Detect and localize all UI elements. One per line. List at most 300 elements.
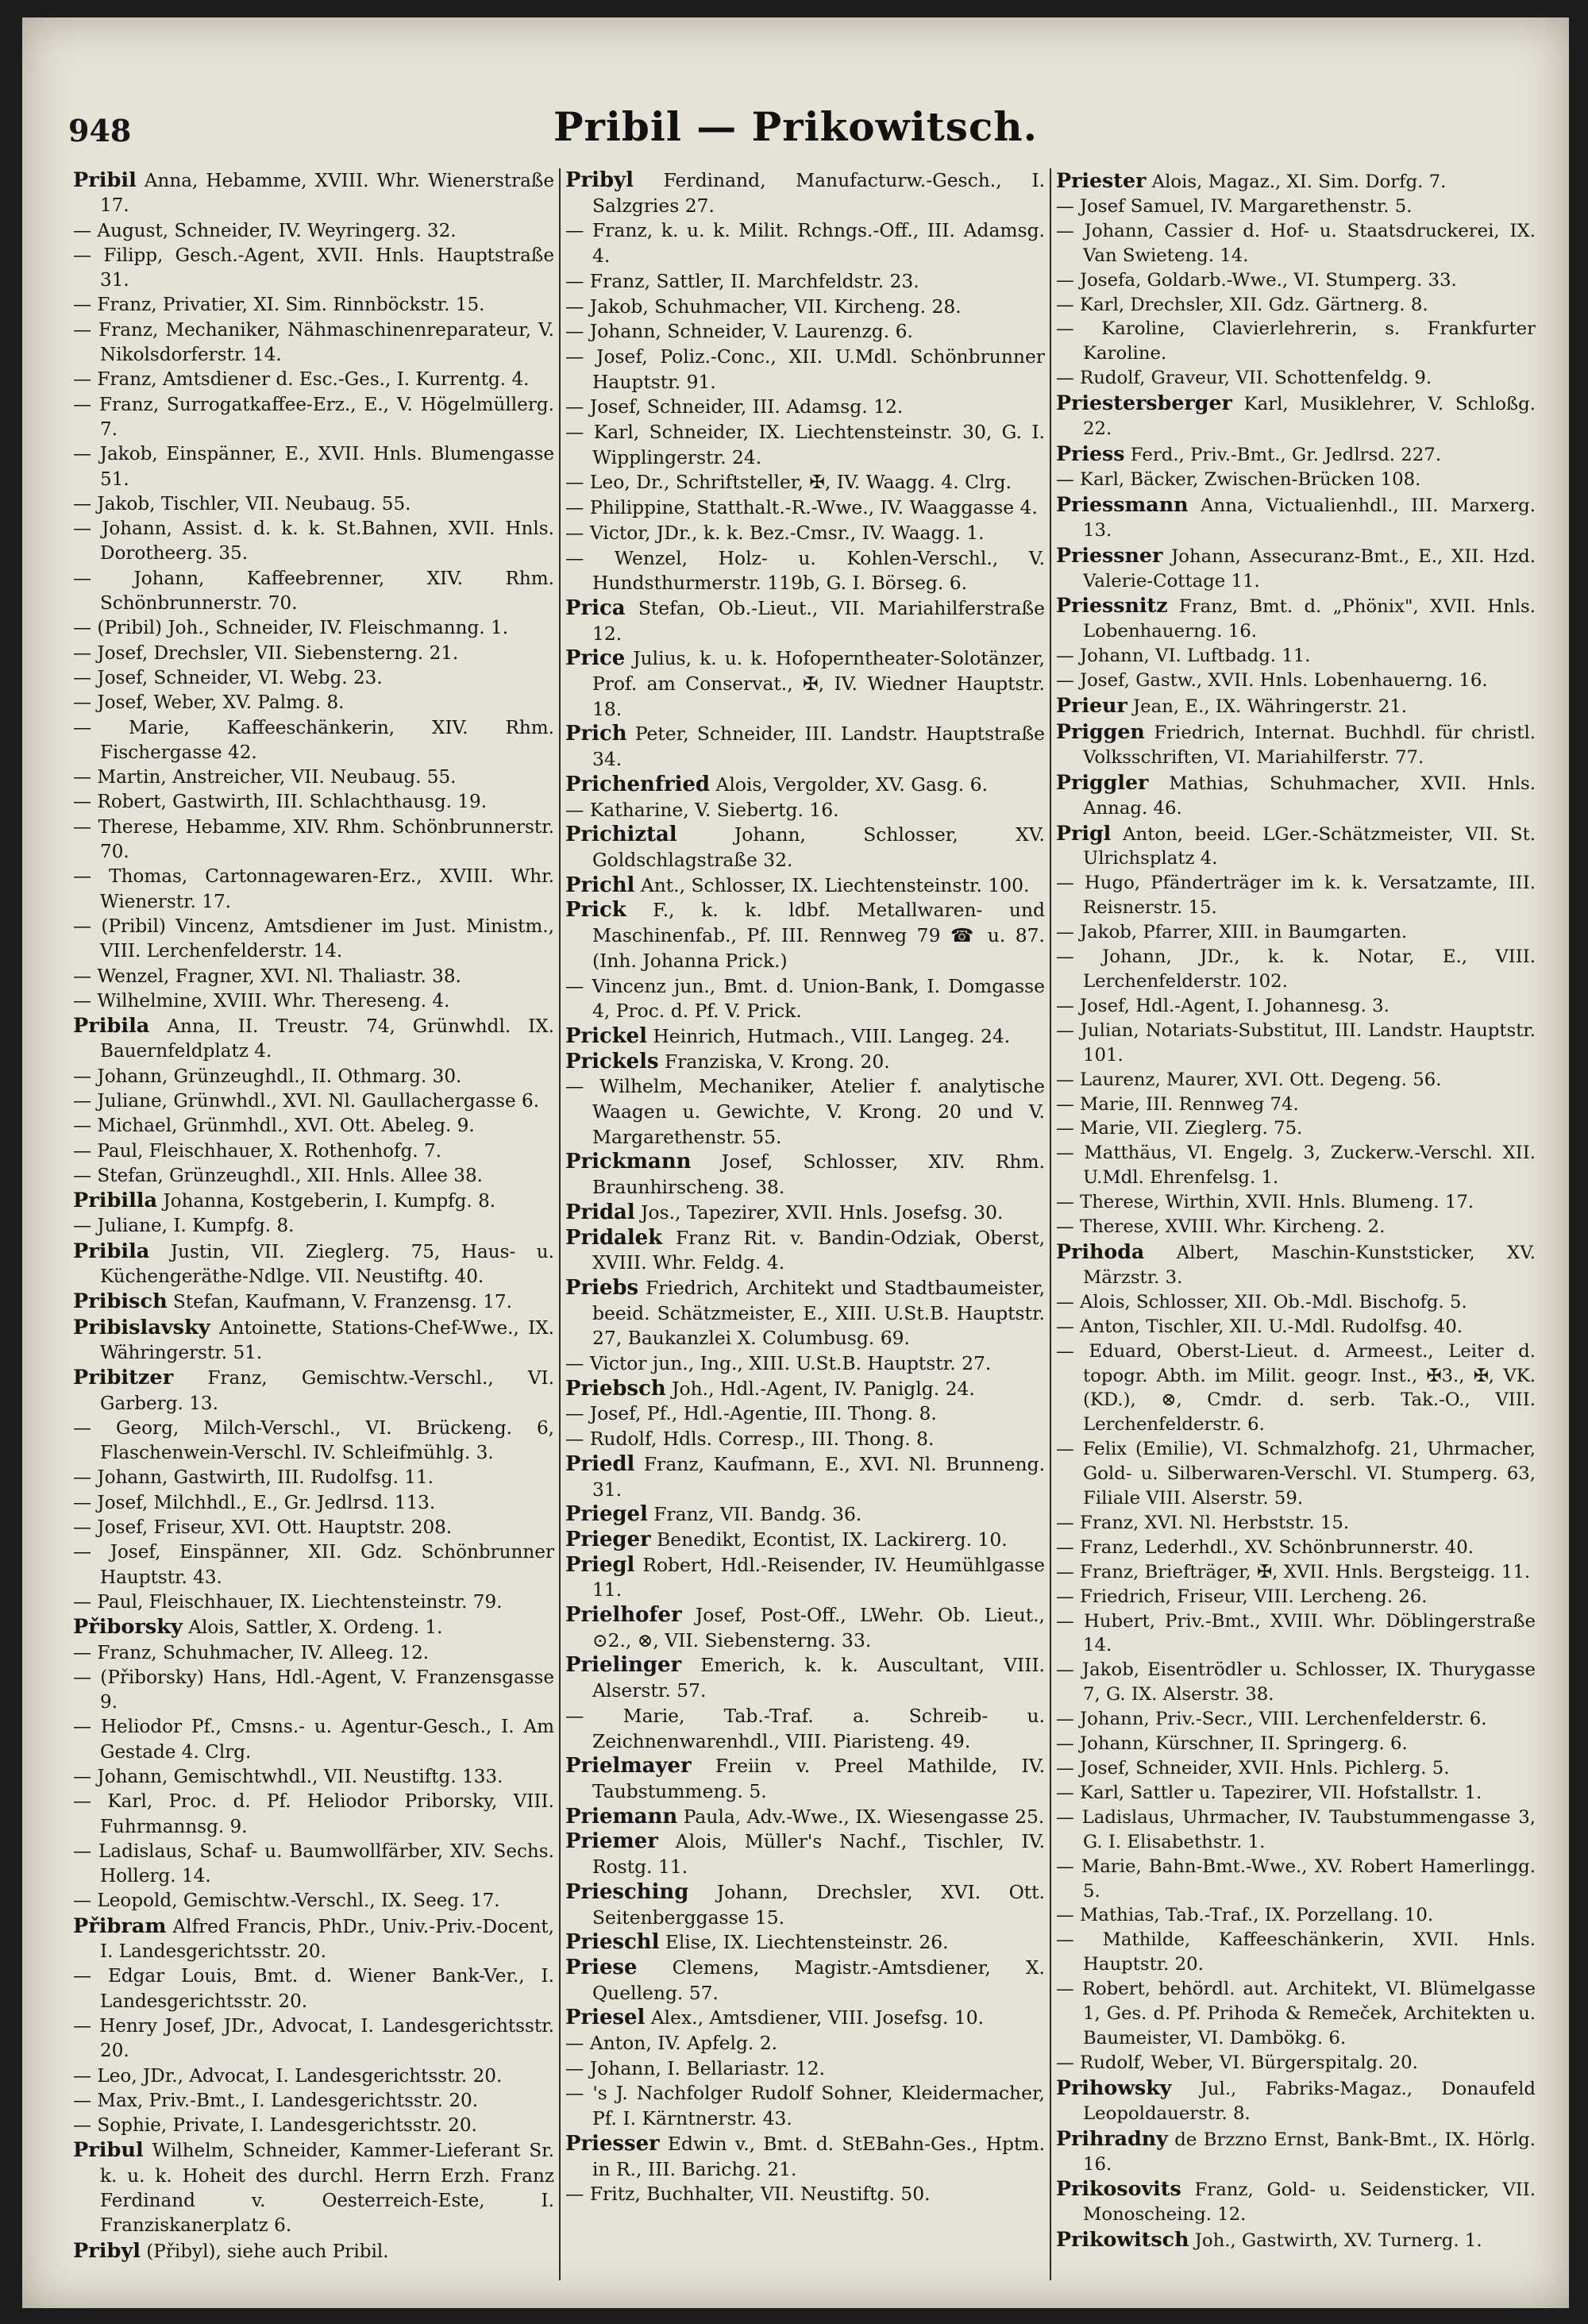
- entry-text: — Johann, Gemischtwhdl., VII. Neustiftg. 133.: [73, 1767, 503, 1787]
- entry-text: Mathias, Schuhmacher, XVII. Hnls. Annag. 46.: [1083, 773, 1536, 819]
- entry-text: — Hubert, Priv.-Bmt., XVIII. Whr. Döblingerstraße 14.: [1056, 1610, 1536, 1656]
- entry-text: — Vincenz jun., Bmt. d. Union-Bank, I. Domgasse 4, Proc. d. Pf. V. Prick.: [565, 974, 1045, 1023]
- entry-text: — Sophie, Private, I. Landesgerichtsstr. 20.: [73, 2115, 477, 2137]
- entry-text: — Johann, Schneider, V. Laurenzg. 6.: [565, 320, 913, 343]
- directory-entry: [565, 1956, 1045, 2006]
- directory-entry: [73, 989, 554, 1014]
- entry-surname: Prihoda: [1056, 1239, 1145, 1263]
- directory-entry: [565, 2182, 1045, 2207]
- directory-entry: [1056, 770, 1536, 821]
- entry-text: — Leo, JDr., Advocat, I. Landesgerichtsstr. 20.: [73, 2065, 503, 2087]
- entry-surname: Prica: [565, 595, 626, 620]
- directory-entry: [73, 393, 554, 443]
- entry-surname: Prigl: [1056, 820, 1112, 845]
- entry-text: — Josef, Schneider, XVII. Hnls. Pichlerg. 5.: [1056, 1758, 1450, 1779]
- directory-entry: [565, 646, 1045, 722]
- directory-entry: [73, 2138, 554, 2238]
- entry-text: — Georg, Milch-Verschl., VI. Brückeng. 6, Flaschenwein-Verschl. IV. Schleifmühlg. 3.: [73, 1417, 554, 1464]
- directory-entry: [1056, 1855, 1536, 1904]
- entry-text: Alois, Müller's Nachf., Tischler, IV. Rostg. 11.: [592, 1830, 1045, 1879]
- directory-entry: [73, 1889, 554, 1914]
- directory-entry: [565, 2132, 1045, 2182]
- entry-text: — Jakob, Pfarrer, XIII. in Baumgarten.: [1056, 922, 1408, 943]
- entry-surname: Priemer: [565, 1829, 658, 1854]
- entry-text: — Jakob, Eisentrödler u. Schlosser, IX. Thurygasse 7, G. IX. Alserstr. 38.: [1056, 1659, 1536, 1705]
- entry-text: — Johann, Kaffeebrenner, XIV. Rhm. Schönbrunnerstr. 70.: [73, 568, 554, 615]
- directory-entry: [1056, 1437, 1536, 1511]
- directory-entry: [565, 1024, 1045, 1050]
- directory-entry: [1056, 1239, 1536, 1290]
- directory-entry: [1056, 994, 1536, 1019]
- directory-entry: [73, 219, 554, 244]
- directory-entry: [1056, 1215, 1536, 1239]
- directory-entry: [1056, 492, 1536, 543]
- entry-text: Alois, Magaz., XI. Sim. Dorfg. 7.: [1151, 172, 1447, 192]
- entry-text: Franz, Gold- u. Seidensticker, VII. Monoscheing. 12.: [1083, 2179, 1536, 2226]
- entry-surname: Prickel: [565, 1023, 647, 1048]
- directory-entry: [73, 1366, 554, 1416]
- directory-entry: [1056, 268, 1536, 293]
- entry-text: Friedrich, Architekt und Stadtbaumeister, beeid. Schätzmeister, E., XIII. U.St.B. Hauptstr. 27, Baukanzlei X. Columbusg. 69.: [592, 1276, 1046, 1350]
- directory-entry: [565, 798, 1045, 823]
- entry-text: — Marie, Kaffeeschänkerin, XIV. Rhm. Fischergasse 42.: [73, 717, 554, 763]
- directory-entry: [565, 2006, 1045, 2031]
- entry-text: Johann, Drechsler, XVI. Ott. Seitenberggasse 15.: [592, 1880, 1045, 1929]
- entry-surname: Priessmann: [1056, 491, 1189, 516]
- directory-entry: [73, 915, 554, 965]
- entry-text: — (Přiborsky) Hans, Hdl.-Agent, V. Franzensgasse 9.: [73, 1667, 554, 1713]
- entry-text: — Rudolf, Hdls. Corresp., III. Thong. 8.: [565, 1428, 935, 1451]
- entry-text: — Victor, JDr., k. k. Bez.-Cmsr., IV. Waagg. 1.: [565, 521, 985, 544]
- entry-text: — Victor jun., Ing., XIII. U.St.B. Hauptstr. 27.: [565, 1352, 992, 1375]
- directory-entry: [73, 815, 554, 865]
- directory-entry: [1056, 821, 1536, 872]
- directory-entry: [565, 1653, 1045, 1703]
- directory-entry: [1056, 293, 1536, 318]
- entry-text: — Julian, Notariats-Substitut, III. Landstr. Hauptstr. 101.: [1056, 1019, 1536, 1066]
- entry-text: — Wilhelm, Mechaniker, Atelier f. analytische Waagen u. Gewichte, V. Krong. 20 und V. Margarethenstr. 55.: [565, 1075, 1045, 1148]
- directory-entry: [565, 470, 1045, 495]
- entry-surname: Priebs: [565, 1275, 639, 1300]
- directory-entry: [1056, 468, 1536, 492]
- entry-text: — Karoline, Clavierlehrerin, s. Frankfurter Karoline.: [1056, 318, 1536, 364]
- entry-text: — Marie, Tab.-Traf. a. Schreib- u. Zeichnenwarenhdl., VIII. Piaristeng. 49.: [565, 1704, 1045, 1752]
- directory-entry: [73, 1666, 554, 1716]
- entry-text: — Mathilde, Kaffeeschänkerin, XVII. Hnls. Hauptstr. 20.: [1056, 1929, 1536, 1975]
- entry-text: — Franz, Briefträger, ✠, XVII. Hnls. Bergsteigg. 11.: [1056, 1561, 1531, 1582]
- entry-text: Wilhelm, Schneider, Kammer-Lieferant Sr. k. u. k. Hoheit des durchl. Herrn Erzh. Franz Ferdinand v. Oesterreich-Este, I. Franziskanerplatz 6.: [100, 2141, 554, 2237]
- directory-entry: [565, 345, 1045, 395]
- entry-text: — Jakob, Schuhmacher, VII. Kircheng. 28.: [565, 295, 962, 318]
- entry-text: Heinrich, Hutmach., VIII. Langeg. 24.: [653, 1024, 1011, 1047]
- directory-entry: [1056, 1141, 1536, 1190]
- entry-text: — Josef, Drechsler, VII. Siebensterng. 21.: [73, 642, 459, 664]
- entry-text: — Therese, XVIII. Whr. Kircheng. 2.: [1056, 1216, 1386, 1238]
- entry-text: — Karl, Proc. d. Pf. Heliodor Priborsky, VIII. Fuhrmannsg. 9.: [73, 1791, 554, 1837]
- directory-entry: [1056, 945, 1536, 994]
- directory-entry: [565, 1754, 1045, 1804]
- entry-text: — Paul, Fleischhauer, IX. Liechtensteinstr. 79.: [73, 1591, 503, 1613]
- entry-surname: Pridal: [565, 1200, 635, 1224]
- entry-surname: Pribil: [73, 168, 137, 192]
- entry-text: — Josef, Friseur, XVI. Ott. Hauptstr. 208.: [73, 1517, 453, 1539]
- directory-entry: [73, 1164, 554, 1189]
- entry-text: Josef, Post-Off., LWehr. Ob. Lieut., ⊙2., ⊗, VII. Siebensterng. 33.: [592, 1604, 1045, 1651]
- directory-entry: [1056, 195, 1536, 219]
- entry-text: — Franz, Mechaniker, Nähmaschinenreparateur, V. Nikolsdorferstr. 14.: [73, 319, 554, 366]
- directory-page: [22, 17, 1569, 2308]
- directory-entry: [565, 1805, 1045, 1830]
- entry-text: — Johann, Kürschner, II. Springerg. 6.: [1056, 1733, 1408, 1755]
- directory-entry: [1056, 168, 1536, 195]
- directory-entry: [1056, 1732, 1536, 1756]
- entry-surname: Prichiztal: [565, 823, 677, 847]
- directory-entry: [1056, 219, 1536, 268]
- directory-entry: [1056, 1585, 1536, 1609]
- entry-text: — Johann, Assist. d. k. k. St.Bahnen, XVII. Hnls. Dorotheerg. 35.: [73, 518, 554, 565]
- directory-entry: [565, 1704, 1045, 1754]
- directory-entry: [73, 1466, 554, 1490]
- entry-text: Stefan, Kaufmann, V. Franzensg. 17.: [173, 1292, 512, 1313]
- entry-text: — Philippine, Statthalt.-R.-Wwe., IV. Waaggasse 4.: [565, 496, 1038, 519]
- entry-surname: Pridalek: [565, 1225, 663, 1250]
- directory-entry: [73, 1964, 554, 2014]
- directory-entry: [73, 517, 554, 567]
- directory-entry: [73, 293, 554, 318]
- entry-text: Ant., Schlosser, IX. Liechtensteinstr. 100.: [640, 873, 1030, 896]
- directory-entry: [565, 2056, 1045, 2082]
- entry-text: — Josef, Hdl.-Agent, I. Johannesg. 3.: [1056, 995, 1390, 1016]
- directory-entry: [565, 1880, 1045, 1930]
- entry-text: Jul., Fabriks-Magaz., Donaufeld Leopoldauerstr. 8.: [1083, 2078, 1536, 2124]
- entry-surname: Priester: [1056, 168, 1147, 192]
- entry-text: Alex., Amtsdiener, VIII. Josefsg. 10.: [650, 2006, 985, 2029]
- entry-text: Franziska, V. Krong. 20.: [664, 1050, 890, 1073]
- entry-text: — Franz, Schuhmacher, IV. Alleeg. 12.: [73, 1642, 430, 1663]
- entry-text: Johann, Assecuranz-Bmt., E., XII. Hzd. Valerie-Cottage 11.: [1083, 545, 1536, 592]
- directory-entry: [73, 1065, 554, 1089]
- entry-text: — Robert, behördl. aut. Architekt, VI. Blümelgasse 1, Ges. d. Pf. Prihoda & Remeček, Architekten u. Baumeister, VI. Dambökg. 6.: [1056, 1979, 1536, 2048]
- entry-text: — Ladislaus, Uhrmacher, IV. Taubstummengasse 3, G. I. Elisabethstr. 1.: [1056, 1806, 1536, 1852]
- directory-entry: [73, 1840, 554, 1890]
- directory-entry: [1056, 920, 1536, 945]
- entry-text: — Josef, Pf., Hdl.-Agentie, III. Thong. 8.: [565, 1402, 937, 1425]
- entry-text: Alois, Vergolder, XV. Gasg. 6.: [715, 773, 988, 796]
- entry-text: — Rudolf, Graveur, VII. Schottenfeldg. 9.: [1056, 368, 1432, 389]
- entry-surname: Prikowitsch: [1056, 2227, 1189, 2252]
- directory-entry: [73, 1239, 554, 1290]
- directory-entry: [1056, 317, 1536, 366]
- entry-text: Clemens, Magistr.-Amtsdiener, X. Quelleng. 57.: [592, 1956, 1045, 2004]
- entry-text: — 's J. Nachfolger Rudolf Sohner, Kleidermacher, Pf. I. Kärntnerstr. 43.: [565, 2082, 1045, 2130]
- directory-entry: [1056, 2075, 1536, 2126]
- directory-entry: [1056, 2051, 1536, 2075]
- entry-text: — Johann, Grünzeughdl., II. Othmarg. 30.: [73, 1066, 462, 1087]
- directory-entry: [565, 1427, 1045, 1452]
- column-1: [68, 168, 559, 2280]
- entry-text: — Wilhelmine, XVIII. Whr. Thereseng. 4.: [73, 990, 450, 1012]
- entry-text: Franz, Gemischtw.-Verschl., VI. Garberg. 13.: [100, 1368, 555, 1414]
- entry-text: — Marie, III. Rennweg 74.: [1056, 1093, 1299, 1115]
- entry-text: Jean, E., IX. Währingerstr. 21.: [1133, 696, 1408, 718]
- entry-text: — Heliodor Pf., Cmsns.- u. Agentur-Gesch., I. Am Gestade 4. Clrg.: [73, 1717, 554, 1763]
- entry-text: — Henry Josef, JDr., Advocat, I. Landesgerichtsstr. 20.: [73, 2015, 554, 2062]
- directory-entry: [565, 722, 1045, 772]
- directory-entry: [73, 1289, 554, 1315]
- entry-surname: Prieschl: [565, 1930, 660, 1955]
- entry-surname: Priemann: [565, 1804, 678, 1829]
- directory-entry: [73, 1790, 554, 1840]
- directory-entry: [565, 319, 1045, 345]
- directory-entry: [1056, 719, 1536, 770]
- entry-text: — Edgar Louis, Bmt. d. Wiener Bank-Ver., I. Landesgerichtsstr. 20.: [73, 1966, 554, 2012]
- entry-text: — Johann, I. Bellariastr. 12.: [565, 2056, 826, 2079]
- entry-text: Friedrich, Internat. Buchhdl. für christl. Volksschriften, VI. Mariahilferstr. 77.: [1083, 722, 1536, 768]
- entry-text: — Josef, Weber, XV. Palmg. 8.: [73, 692, 345, 714]
- entry-text: — Fritz, Buchhalter, VII. Neustiftg. 50.: [565, 2183, 931, 2206]
- entry-surname: Priestersberger: [1056, 391, 1232, 415]
- entry-surname: Prickels: [565, 1049, 659, 1073]
- entry-text: — Stefan, Grünzeughdl., XII. Hnls. Allee 38.: [73, 1165, 484, 1186]
- entry-text: — Laurenz, Maurer, XVI. Ott. Degeng. 56.: [1056, 1069, 1442, 1090]
- entry-text: — Franz, k. u. k. Milit. Rchngs.-Off., III. Adamsg. 4.: [565, 219, 1045, 268]
- directory-entry: [73, 765, 554, 790]
- entry-text: — Mathias, Tab.-Traf., IX. Porzellang. 10.: [1056, 1905, 1434, 1926]
- entry-text: — Johann, Priv.-Secr., VIII. Lerchenfelderstr. 6.: [1056, 1709, 1487, 1730]
- directory-entry: [73, 1316, 554, 1366]
- entry-text: — Anton, IV. Apfelg. 2.: [565, 2032, 778, 2055]
- entry-surname: Pribyl: [73, 2238, 141, 2263]
- entry-text: Franz, Kaufmann, E., XVI. Nl. Brunneng. 31.: [592, 1452, 1046, 1501]
- entry-surname: Priegel: [565, 1502, 648, 1527]
- entry-text: — Franz, XVI. Nl. Herbststr. 15.: [1056, 1512, 1350, 1533]
- entry-text: Anna, II. Treustr. 74, Grünwhdl. IX. Bauernfeldplatz 4.: [100, 1016, 554, 1062]
- directory-entry: [73, 1715, 554, 1765]
- entry-text: Franz, VII. Bandg. 36.: [653, 1503, 862, 1526]
- entry-surname: Přiborsky: [73, 1615, 183, 1640]
- directory-entry: [565, 1528, 1045, 1553]
- directory-entry: [565, 873, 1045, 899]
- directory-entry: [1056, 644, 1536, 669]
- entry-text: Alfred Francis, PhDr., Univ.-Priv.-Docent, I. Landesgerichtsstr. 20.: [100, 1916, 554, 1963]
- directory-entry: [565, 974, 1045, 1024]
- directory-entry: [73, 368, 554, 392]
- column-3: [1050, 168, 1540, 2280]
- entry-surname: Prieur: [1056, 693, 1127, 718]
- directory-entry: [1056, 1536, 1536, 1560]
- running-title: Pribil — Prikowitsch.: [553, 103, 1039, 150]
- entry-text: Stefan, Ob.-Lieut., VII. Mariahilferstraße 12.: [592, 596, 1045, 645]
- entry-text: Joh., Gastwirth, XV. Turnerg. 1.: [1194, 2230, 1482, 2252]
- directory-entry: [565, 1502, 1045, 1528]
- directory-entry: [73, 1089, 554, 1114]
- entry-text: — Marie, Bahn-Bmt.-Wwe., XV. Robert Hamerlingg. 5.: [1056, 1856, 1536, 1902]
- entry-text: — Rudolf, Weber, VI. Bürgerspitalg. 20.: [1056, 2052, 1418, 2073]
- directory-entry: [73, 691, 554, 715]
- entry-text: — Michael, Grünmhdl., XVI. Ott. Abeleg. 9.: [73, 1116, 475, 1137]
- directory-entry: [73, 1214, 554, 1239]
- directory-entry: [565, 1150, 1045, 1200]
- directory-entry: [73, 1139, 554, 1164]
- entry-text: Julius, k. u. k. Hofoperntheater-Solotänzer, Prof. am Conservat., ✠, IV. Wiedner Hauptstr. 18.: [592, 647, 1045, 720]
- directory-entry: [73, 2114, 554, 2138]
- entry-text: — Josef, Schneider, VI. Webg. 23.: [73, 667, 383, 688]
- entry-text: Peter, Schneider, III. Landstr. Hauptstraße 34.: [592, 723, 1045, 771]
- directory-entry: [73, 1114, 554, 1139]
- entry-text: — Ladislaus, Schaf- u. Baumwollfärber, XIV. Sechs. Hollerg. 14.: [73, 1840, 554, 1887]
- entry-text: (Přibyl), siehe auch Pribil.: [146, 2241, 389, 2262]
- entry-surname: Prikosovits: [1056, 2176, 1181, 2201]
- directory-entry: [565, 823, 1045, 873]
- entry-text: — Martin, Anstreicher, VII. Neubaug. 55.: [73, 767, 457, 788]
- directory-entry: [1056, 366, 1536, 391]
- entry-text: Emerich, k. k. Auscultant, VIII. Alserstr. 57.: [592, 1654, 1045, 1702]
- directory-entry: [73, 1540, 554, 1590]
- directory-entry: [73, 1590, 554, 1615]
- directory-entry: [565, 2031, 1045, 2056]
- directory-entry: [73, 642, 554, 666]
- entry-text: — Josef, Gastw., XVII. Hnls. Lobenhauerng. 16.: [1056, 670, 1488, 692]
- entry-text: Anton, beeid. LGer.-Schätzmeister, VII. St. Ulrichsplatz 4.: [1083, 823, 1536, 869]
- directory-entry: [73, 2064, 554, 2089]
- directory-entry: [1056, 1560, 1536, 1585]
- entry-surname: Prieger: [565, 1527, 651, 1551]
- directory-entry: [73, 1491, 554, 1516]
- directory-entry: [1056, 871, 1536, 920]
- directory-entry: [73, 616, 554, 641]
- directory-entry: [1056, 1707, 1536, 1732]
- entry-surname: Priess: [1056, 441, 1125, 465]
- directory-entry: [565, 773, 1045, 798]
- entry-text: — Therese, Wirthin, XVII. Hnls. Blumeng. 17.: [1056, 1192, 1474, 1213]
- entry-text: — Jakob, Einspänner, E., XVII. Hnls. Blumengasse 51.: [73, 444, 554, 490]
- entry-text: Anna, Victualienhdl., III. Marxerg. 13.: [1083, 495, 1536, 541]
- entry-text: Albert, Maschin-Kunststicker, XV. Märzstr. 3.: [1083, 1242, 1536, 1288]
- entry-text: Jos., Tapezirer, XVII. Hnls. Josefsg. 30.: [641, 1201, 1004, 1224]
- directory-entry: [73, 1914, 554, 1965]
- directory-entry: [1056, 543, 1536, 594]
- entry-text: Elise, IX. Liechtensteinstr. 26.: [665, 1931, 949, 1954]
- directory-entry: [565, 596, 1045, 646]
- directory-entry: [73, 1189, 554, 1214]
- entry-text: — Max, Priv.-Bmt., I. Landesgerichtsstr. 20.: [73, 2090, 479, 2111]
- entry-text: — Franz, Sattler, II. Marchfeldstr. 23.: [565, 269, 919, 292]
- directory-entry: [73, 1416, 554, 1466]
- directory-entry: [1056, 1093, 1536, 1117]
- directory-entry: [73, 1615, 554, 1640]
- entry-text: — Karl, Bäcker, Zwischen-Brücken 108.: [1056, 468, 1421, 490]
- entry-surname: Prichl: [565, 873, 635, 897]
- entry-surname: Priese: [565, 1955, 638, 1979]
- entry-text: — Franz, Privatier, XI. Sim. Rinnböckstr. 15.: [73, 295, 485, 316]
- directory-entry: [565, 1930, 1045, 1956]
- entry-text: Alois, Sattler, X. Ordeng. 1.: [188, 1617, 443, 1639]
- entry-text: Karl, Musiklehrer, V. Schloßg. 22.: [1083, 394, 1536, 440]
- directory-entry: [73, 2089, 554, 2114]
- entry-surname: Prielhofer: [565, 1603, 682, 1628]
- entry-text: — Karl, Sattler u. Tapezirer, VII. Hofstallstr. 1.: [1056, 1782, 1482, 1803]
- entry-text: — Robert, Gastwirth, III. Schlachthausg. 19.: [73, 792, 488, 813]
- entry-surname: Priesel: [565, 2006, 646, 2030]
- directory-entry: [73, 244, 554, 294]
- directory-entry: [1056, 1068, 1536, 1093]
- directory-entry: [73, 492, 554, 517]
- directory-entry: [73, 168, 554, 219]
- directory-entry: [565, 546, 1045, 596]
- entry-text: — Josef Samuel, IV. Margarethenstr. 5.: [1056, 195, 1413, 217]
- directory-entry: [1056, 1511, 1536, 1536]
- entry-text: Freiin v. Preel Mathilde, IV. Taubstummeng. 5.: [592, 1755, 1046, 1802]
- entry-text: — Josef, Poliz.-Conc., XII. U.Mdl. Schönbrunner Hauptstr. 91.: [565, 345, 1045, 393]
- entry-text: — Josef, Einspänner, XII. Gdz. Schönbrunner Hauptstr. 43.: [73, 1542, 554, 1588]
- entry-surname: Priggler: [1056, 769, 1149, 794]
- entry-surname: Pribul: [73, 2138, 144, 2163]
- entry-surname: Priedl: [565, 1451, 635, 1476]
- directory-entry: [1056, 1609, 1536, 1659]
- directory-entry: [565, 495, 1045, 521]
- entry-text: — Leopold, Gemischtw.-Verschl., IX. Seeg. 17.: [73, 1890, 500, 1912]
- entry-text: — Wenzel, Holz- u. Kohlen-Verschl., V. Hundsthurmerstr. 119b, G. I. Börseg. 6.: [565, 546, 1045, 595]
- directory-entry: [1056, 1116, 1536, 1141]
- directory-entry: [565, 521, 1045, 546]
- entry-text: — Josef, Milchhdl., E., Gr. Jedlrsd. 113.: [73, 1492, 436, 1513]
- directory-entry: [1056, 1806, 1536, 1855]
- entry-text: Johann, Schlosser, XV. Goldschlagstraße 32.: [592, 823, 1045, 871]
- entry-text: — Johann, Cassier d. Hof- u. Staatsdruckerei, IX. Van Swieteng. 14.: [1056, 220, 1536, 266]
- directory-entry: [565, 1276, 1045, 1351]
- directory-entry: [1056, 1339, 1536, 1438]
- directory-entry: [565, 1351, 1045, 1377]
- entry-text: — Thomas, Cartonnagewaren-Erz., XVIII. Whr. Wienerstr. 17.: [73, 866, 554, 912]
- directory-entry: [1056, 391, 1536, 441]
- column-2: [559, 168, 1050, 2280]
- directory-entry: [73, 567, 554, 617]
- entry-text: — Johann, VI. Luftbadg. 11.: [1056, 646, 1311, 667]
- entry-surname: Prielinger: [565, 1653, 682, 1678]
- directory-entry: [565, 168, 1045, 218]
- entry-surname: Prick: [565, 898, 626, 923]
- directory-entry: [1056, 1756, 1536, 1781]
- directory-entry: [73, 318, 554, 368]
- entry-text: — Hugo, Pfänderträger im k. k. Versatzamte, III. Reisnerstr. 15.: [1056, 873, 1536, 919]
- entry-text: — Anton, Tischler, XII. U.-Mdl. Rudolfsg. 40.: [1056, 1316, 1463, 1337]
- entry-surname: Priebsch: [565, 1376, 666, 1401]
- entry-text: — Jakob, Tischler, VII. Neubaug. 55.: [73, 493, 411, 515]
- directory-entry: [1056, 1019, 1536, 1068]
- entry-surname: Pribislavsky: [73, 1315, 210, 1339]
- directory-entry: [73, 1641, 554, 1666]
- directory-entry: [73, 2239, 554, 2264]
- entry-surname: Prielmayer: [565, 1754, 692, 1779]
- directory-entry: [1056, 593, 1536, 644]
- directory-entry: [565, 295, 1045, 320]
- entry-surname: Pribisch: [73, 1289, 168, 1314]
- entry-text: — Paul, Fleischhauer, X. Rothenhofg. 7.: [73, 1140, 442, 1162]
- entry-text: — Matthäus, VI. Engelg. 3, Zuckerw.-Verschl. XII. U.Mdl. Ehrenfelsg. 1.: [1056, 1143, 1536, 1189]
- page-number: 948: [68, 113, 132, 148]
- entry-text: Ferd., Priv.-Bmt., Gr. Jedlrsd. 227.: [1130, 444, 1442, 465]
- entry-text: — Wenzel, Fragner, XVI. Nl. Thaliastr. 38.: [73, 965, 461, 987]
- entry-surname: Pribila: [73, 1239, 150, 1263]
- entry-surname: Pribitzer: [73, 1366, 174, 1390]
- entry-text: — Juliane, Grünwhdl., XVI. Nl. Gaullachergasse 6.: [73, 1090, 540, 1112]
- directory-entry: [1056, 1658, 1536, 1707]
- directory-entry: [1056, 1781, 1536, 1806]
- directory-entry: [565, 2081, 1045, 2131]
- entry-text: Joh., Hdl.-Agent, IV. Paniglg. 24.: [672, 1377, 975, 1400]
- directory-entry: [1056, 2176, 1536, 2227]
- directory-entry: [565, 1829, 1045, 1879]
